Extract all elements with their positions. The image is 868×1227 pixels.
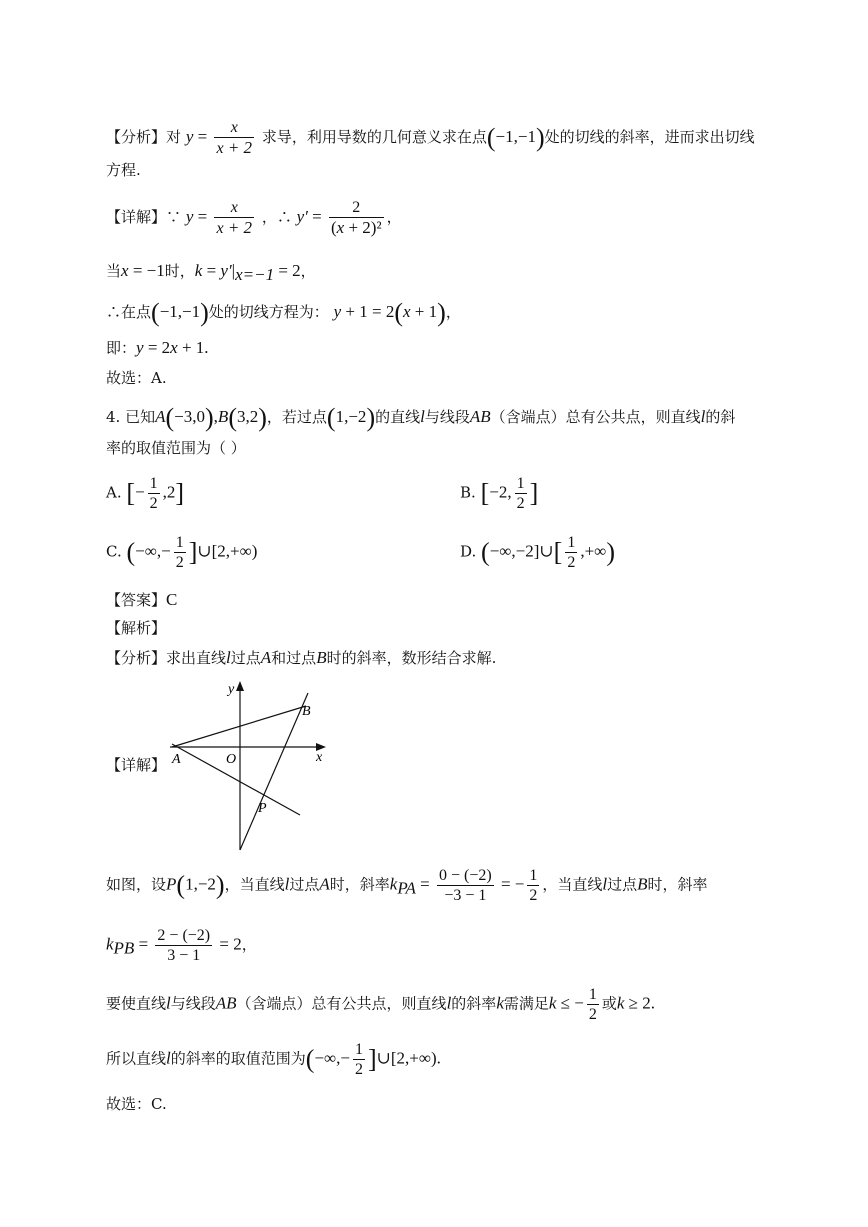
- option-a[interactable]: A. [− $\frac{1}{2}$ ,2]: [106, 475, 185, 512]
- option-c[interactable]: C. (−∞,− $\frac{1}{2}$ ]∪[2,+∞): [106, 534, 258, 571]
- option-b[interactable]: B. [−2, $\frac{1}{2}$ ]: [460, 475, 539, 512]
- question-4-line-1: 4. 已知A(−3,0),B(3,2)，若过点(1,−2)的直线l与线段AB（含端点）总有公共点，则直线l的斜: [106, 403, 736, 432]
- detail2-choose: 故选：C.: [106, 1095, 167, 1113]
- analysis-label: 【分析】: [106, 128, 167, 146]
- label-O: O: [226, 752, 237, 767]
- detail2-label: 【详解】: [106, 756, 167, 774]
- detail-choose: 故选：A.: [106, 369, 167, 387]
- analysis-line-2: 方程.: [106, 161, 141, 179]
- detail-line-2: 当x = −1时，$k = y'|_{x=-1} = 2$，: [106, 261, 316, 284]
- option-d[interactable]: D. (−∞,−2]∪[ $\frac{1}{2}$ ,+∞): [460, 534, 615, 571]
- detail-line-4: 即：y = 2x + 1.: [106, 338, 209, 357]
- detail-label: 【详解】: [106, 208, 167, 226]
- label-x: x: [316, 750, 323, 765]
- detail-line-1: 【详解】∵ y = $\frac{x}{x + 2}$ ，∴ y′ = $\frac{2}{\text{(x + 2)²}}$ ，: [106, 199, 402, 237]
- jiexi-line: 【解析】: [106, 619, 167, 637]
- line-PB: [240, 693, 308, 850]
- analysis2-line: 【分析】求出直线l过点A和过点B时的斜率，数形结合求解.: [106, 648, 497, 667]
- geometry-figure: [160, 675, 340, 855]
- label-A: A: [172, 752, 181, 767]
- detail2-line-2: $k_{PB}$ = $\frac{2 - (-2)}{3 - 1}$ = 2，: [106, 927, 257, 964]
- detail-line-3: ∴在点(−1,−1)处的切线方程为： y + 1 = 2(x + 1)，: [106, 298, 461, 327]
- detail2-line-4: 所以直线l的斜率的取值范围为(−∞,− $\frac{1}{2}$ ]∪[2,+∞).: [106, 1041, 441, 1078]
- line-AB: [172, 706, 306, 747]
- y-axis-arrow: [236, 681, 244, 691]
- fraction: $\frac{x}{x + 2}$: [216, 119, 253, 157]
- answer-value: C: [166, 590, 178, 609]
- analysis-line-1: 【分析】对 y = $\frac{x}{x + 2}$ 求导，利用导数的几何意义求在点(−1,−1)处的切线的斜率，进而求出切线: [106, 119, 755, 157]
- detail2-line-3: 要使直线l与线段AB（含端点）总有公共点，则直线l的斜率k需满足k ≤ − $\frac{1}{2}$ 或k ≥ 2.: [106, 986, 655, 1023]
- label-P: P: [258, 801, 267, 816]
- answer-line: 【答案】C: [106, 590, 178, 609]
- detail2-line-1: 如图，设P(1,−2)，当直线l过点A时，斜率$k_{PA}$ = $\frac{0 - (-2)}{-3 - 1}$ = − $\frac{1}{2}$ ，当直线l过点B时，斜率: [106, 867, 708, 904]
- question-4-line-2: 率的取值范围为（ ）: [106, 439, 246, 457]
- label-y: y: [228, 682, 235, 697]
- label-B: B: [302, 704, 311, 719]
